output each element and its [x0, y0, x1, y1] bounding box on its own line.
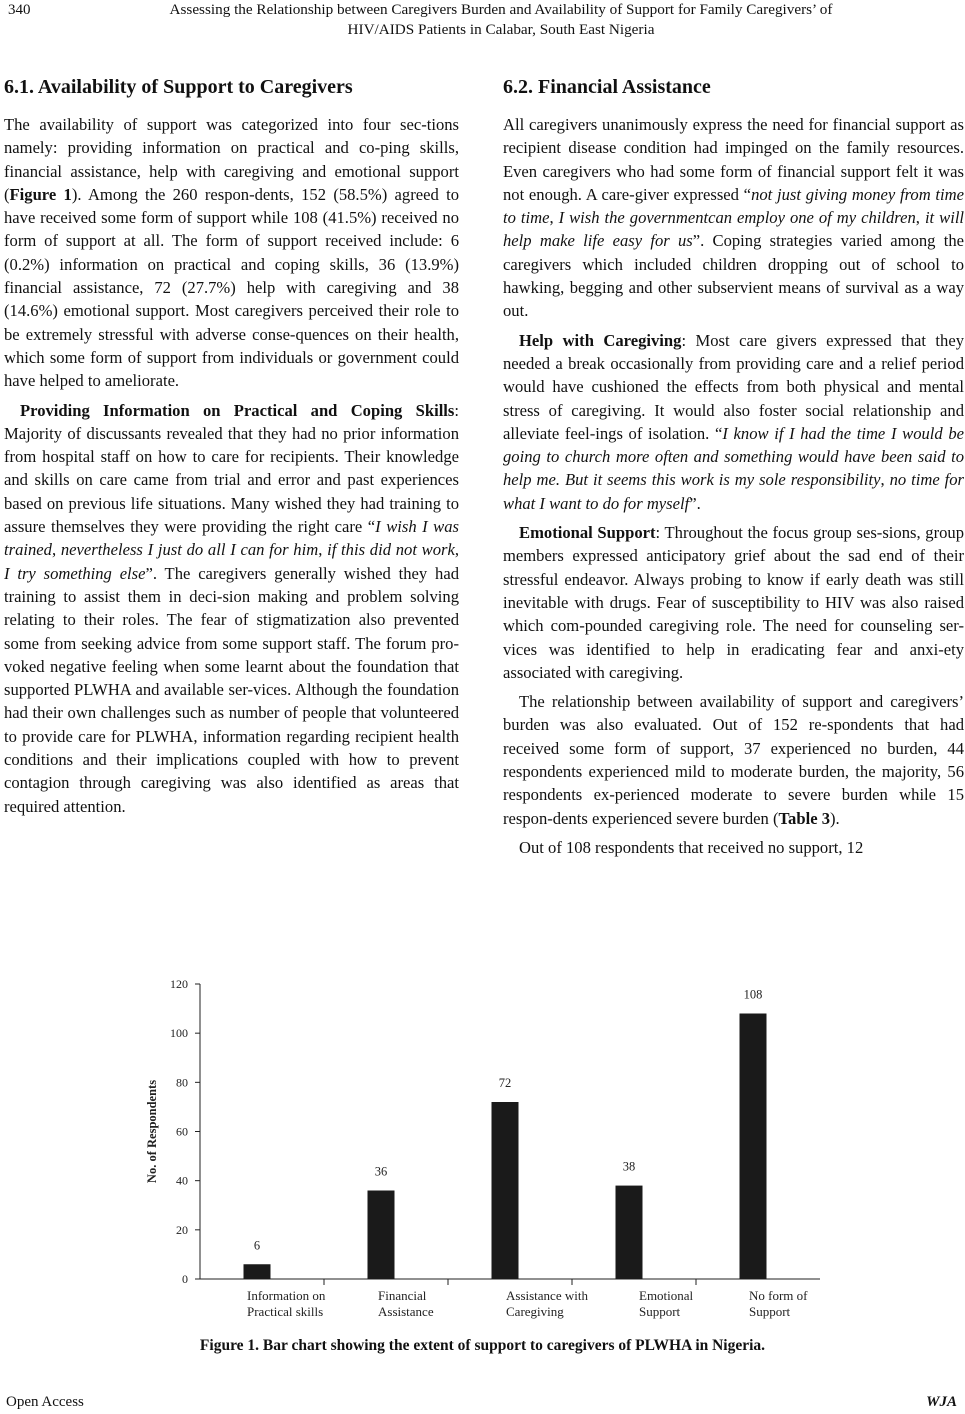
bar-value-label: 108: [743, 987, 763, 1002]
section-heading-6-2: 6.2. Financial Assistance: [503, 76, 711, 98]
x-tick-label: Support: [639, 1304, 681, 1319]
bar: [616, 1186, 643, 1279]
footer-open-access: Open Access: [6, 1394, 84, 1410]
figure-1: [130, 970, 830, 1330]
y-tick-label: 80: [176, 1075, 188, 1090]
bar: [244, 1264, 271, 1279]
y-tick-label: 0: [182, 1272, 188, 1286]
right-column: [503, 74, 964, 865]
y-tick-label: 100: [170, 1026, 188, 1041]
paragraph-emotional: Emotional Support: Throughout the focus group ses-sions, group members expressed anticipatory grief about the sad end of their stressful endeavor. Always probing to know if early death was still inevitable with drugs. Fear of susceptibility to HIV was also raised which com-pounded caregiving role. The need for counseling ser-vices was identified to help in eradicating fear and anxi-ety associated with caregiving.: [503, 523, 964, 682]
paragraph-lead: Help with Caregiving: [519, 330, 682, 350]
x-tick-label: Caregiving: [506, 1304, 564, 1319]
bar: [368, 1191, 395, 1280]
y-tick-label: 120: [170, 977, 188, 991]
x-tick-label: Financial: [378, 1288, 427, 1303]
bar-value-label: 38: [622, 1159, 636, 1174]
paragraph-lead: Emotional Support: [519, 523, 656, 543]
left-column: [4, 74, 459, 824]
x-tick-label: Practical skills: [247, 1304, 324, 1319]
x-tick-label: Assistance with: [506, 1288, 588, 1303]
y-tick-label: 40: [176, 1173, 188, 1188]
bar: [492, 1102, 519, 1279]
paragraph-practical-coping: Providing Information on Practical and Coping Skills: Majority of discussants revealed that they had no prior information from hospital staff on how to care for recipients. Their knowledge and skills on care came from trial and error and past experiences based on previous life situations. Many wished they had training to assure themselves they were providing the right care “I wish I was trained, nevertheless I just do all I can for him, if this did not work, I try something else”. The caregivers generally wished they had training to assist them in deci-sion making and problem solving relating to their roles. The fear of stigmatization also prevented some from seeking advice from some support staff. The forum pro-voked negative feeling when some learnt about the foundation that supported PLWHA and available ser-vices. Although the foundation had their own challenges such as number of people that volunteered to provide care for PLWHA, information regarding recipient health conditions and their implications coupled with how to prevent contagion through caregiving was also identified as areas that required attention.: [4, 400, 460, 816]
running-title-line-1: Assessing the Relationship between Caregivers Burden and Availability of Support for Family Caregivers’ of: [169, 1, 833, 18]
paragraph-relationship: The relationship between availability of support and caregivers’ burden was also evaluated. Out of 152 re-spondents that had received some form of support, 37 experienced no burden, 44 respondents experienced mild to moderate burden, the majority, 56 respondents ex-perienced moderate to severe burden while 15 respon-dents experienced severe burden (Table 3).: [503, 692, 964, 828]
y-tick-label: 60: [176, 1124, 188, 1139]
table-reference: Table 3: [778, 808, 831, 828]
paragraph-help-caregiving: Help with Caregiving: Most care givers expressed that they needed a break occasionally from providing care and a relief period would have cushioned the effects from both physical and mental stress of caregiving. It would also foster social relationship and alleviate feel-ings of isolation. “I know if I had the time I would be going to church more often and something would have been said to help me. But it seems this work is my sole responsibility, no time for what I want to do for myself”.: [503, 330, 965, 513]
x-tick-label: Assistance: [378, 1304, 434, 1319]
bar: [740, 1014, 767, 1280]
x-tick-label: Emotional: [639, 1288, 694, 1303]
page-number: 340: [8, 2, 31, 18]
running-title: [60, 0, 942, 40]
footer-journal: WJA: [926, 1394, 957, 1410]
x-tick-label: Information on: [247, 1288, 326, 1303]
paragraph-financial: All caregivers unanimously express the need for financial support as recipient disease condition had impinged on the family resources. Even caregivers who had some form of financial support felt it was not enough. A care-giver expressed “not just giving money from time to time, I wish the governmentcan employ one of my children, it will help make life easy for us”. Coping strategies varied among the caregivers which included children dropping out of school to hawking, begging and other subservient means of survival as a way out.: [503, 115, 965, 321]
paragraph-no-support: Out of 108 respondents that received no support, 12: [519, 837, 864, 857]
paragraph-lead: Providing Information on Practical and Coping Skills: [20, 400, 455, 420]
section-heading-6-1: 6.1. Availability of Support to Caregivers: [4, 76, 353, 98]
x-tick-label: No form of: [749, 1288, 808, 1303]
bar-value-label: 36: [374, 1164, 388, 1179]
y-tick-label: 20: [176, 1222, 188, 1237]
bar-value-label: 6: [253, 1238, 261, 1253]
x-tick-label: Support: [749, 1304, 791, 1319]
bar-chart: [130, 970, 830, 1330]
paragraph-availability: The availability of support was categorized into four sec-tions namely: providing information on practical and co-ping skills, financial assistance, help with caregiving and emotional support (Figure 1). Among the 260 respon-dents, 152 (58.5%) agreed to have received some form of support while 108 (41.5%) received no form of support at all. The form of support received include: 6 (0.2%) information on practical and coping skills, 36 (13.9%) financial assistance, 72 (27.7%) help with caregiving and 38 (14.6%) emotional support. Most caregivers perceived their role to be extremely stressful with adverse conse-quences on their health, which some form of support from individuals or government could have helped to ameliorate.: [4, 115, 459, 391]
figure-caption: Figure 1. Bar chart showing the extent of support to caregivers of PLWHA in Nigeria.: [199, 1337, 766, 1354]
running-title-line-2: HIV/AIDS Patients in Calabar, South East Nigeria: [347, 21, 655, 38]
figure-reference: Figure 1: [9, 184, 72, 204]
bar-value-label: 72: [498, 1076, 512, 1090]
y-axis-title: No. of Respondents: [145, 1079, 159, 1184]
